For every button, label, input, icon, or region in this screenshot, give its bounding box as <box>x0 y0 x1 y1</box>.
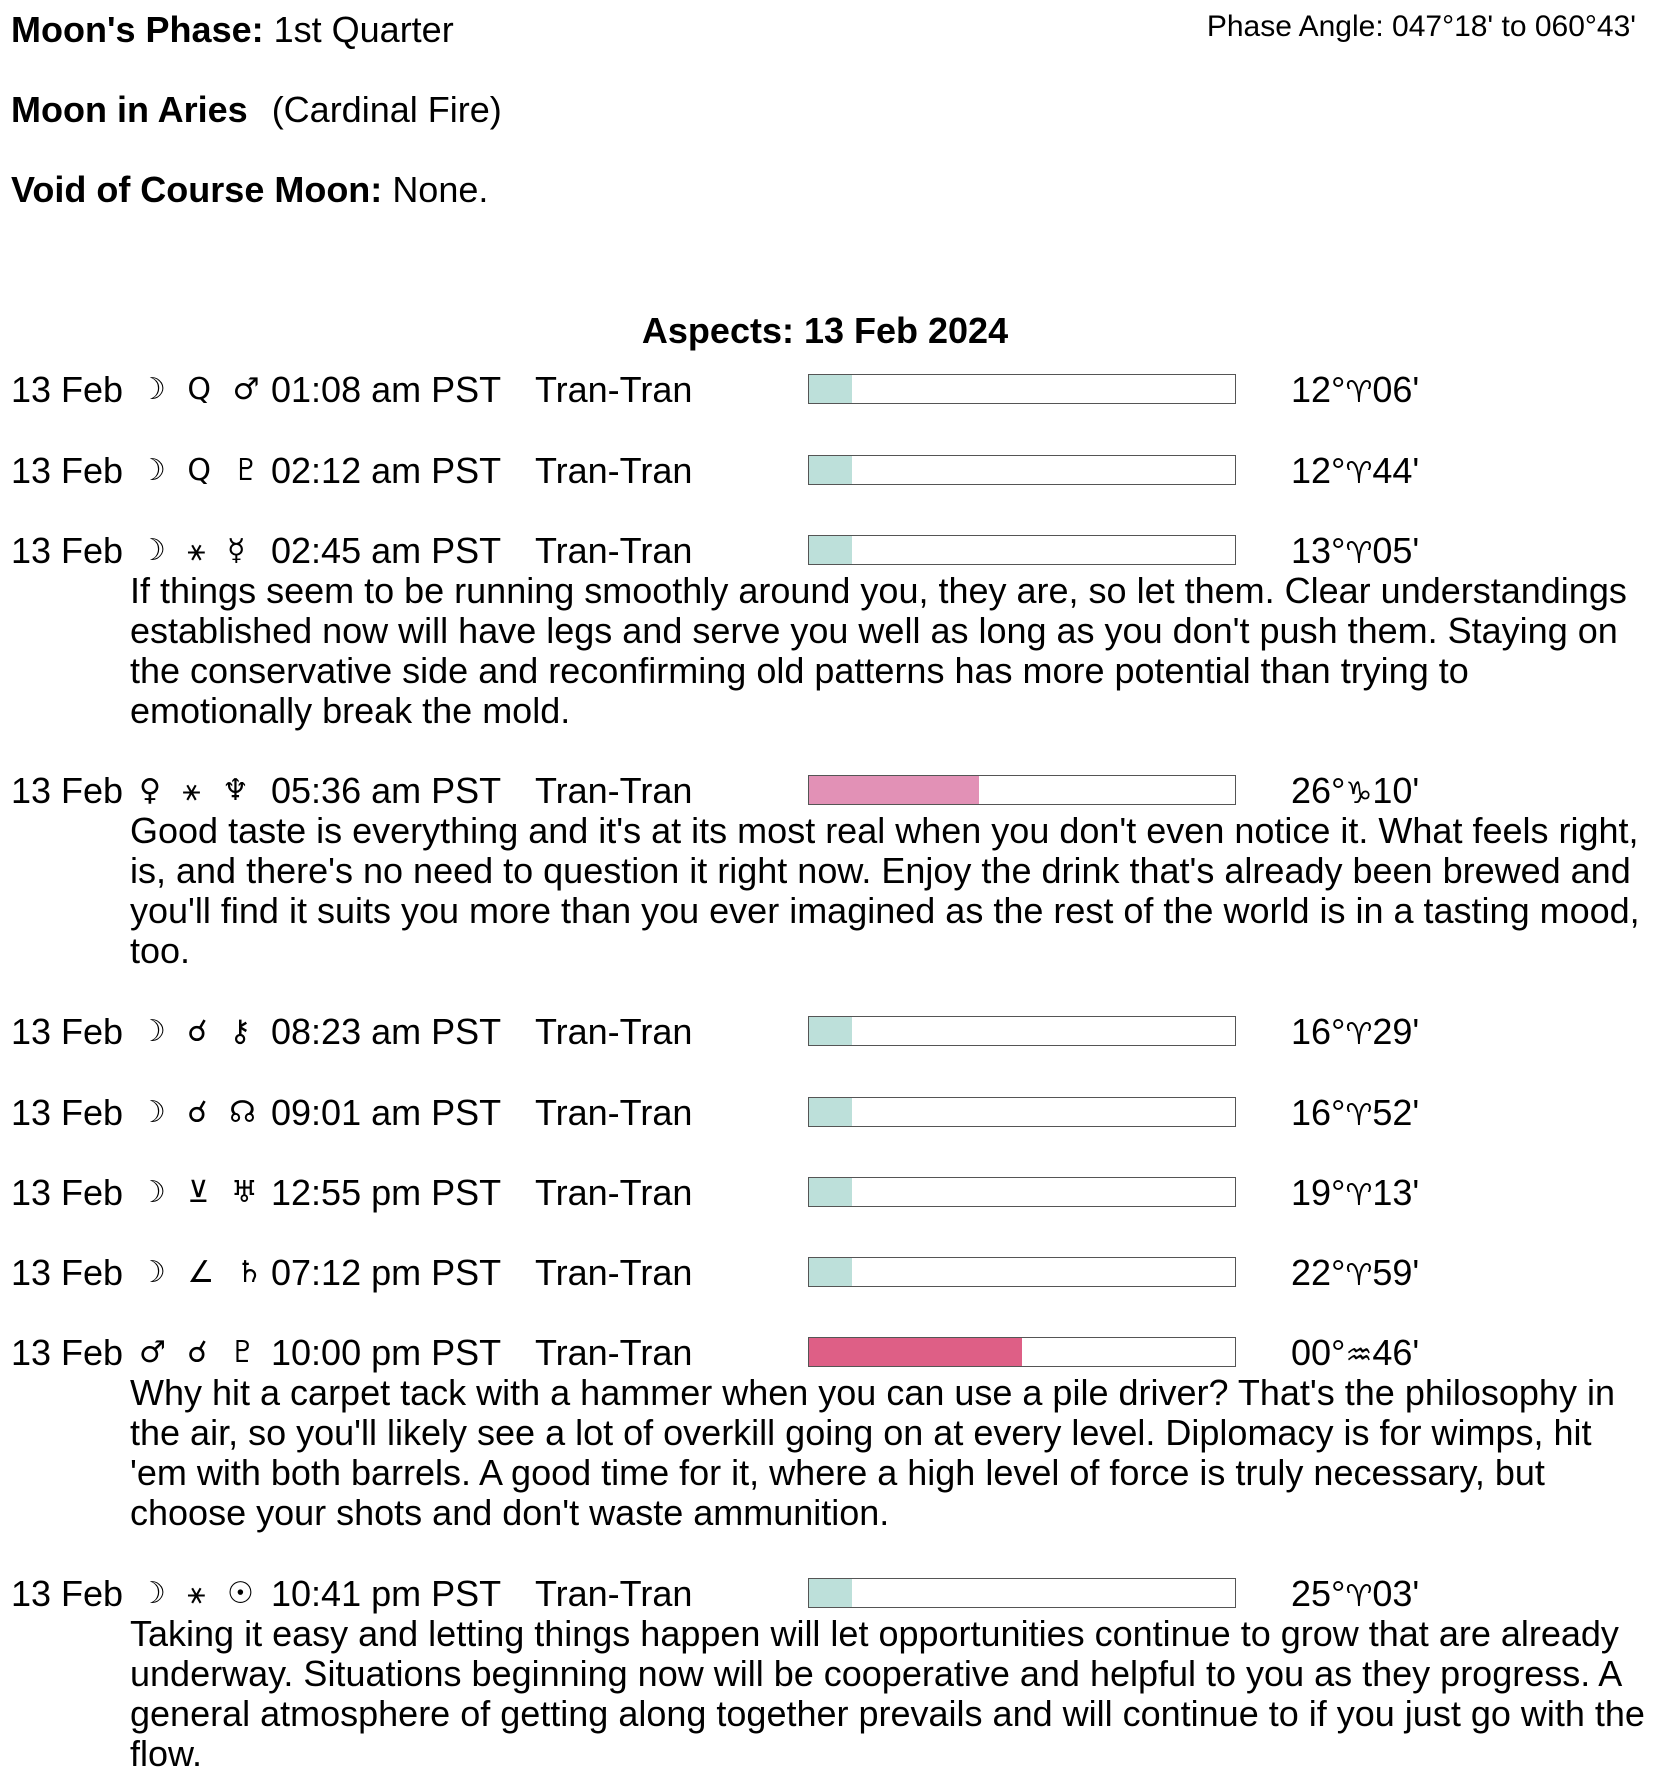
position-degrees: 26° <box>1291 770 1346 811</box>
aspect-kind: Tran-Tran <box>535 369 693 410</box>
moon-sign <box>11 90 502 130</box>
aspect-time: 01:08 am PST <box>271 369 502 410</box>
zodiac-sign-icon: ♒ <box>1345 1338 1373 1373</box>
aspect-kind: Tran-Tran <box>535 1332 693 1373</box>
aspect-row <box>11 1012 1651 1052</box>
position-degrees: 25° <box>1291 1573 1346 1614</box>
aspect-date: 13 Feb <box>11 369 124 410</box>
aspect-glyphs-icon: ♂ ☌ ♇ <box>139 1335 263 1370</box>
moon-phase <box>11 10 454 50</box>
aspect-kind: Tran-Tran <box>535 450 693 491</box>
strength-bar-fill <box>809 1258 852 1286</box>
moon-phase-label: Moon's Phase: <box>11 9 264 50</box>
position-minutes: 13' <box>1372 1172 1420 1213</box>
strength-bar <box>808 374 1236 404</box>
aspect-time: 10:41 pm PST <box>271 1573 502 1614</box>
zodiac-sign-icon: ♈ <box>1345 1579 1373 1614</box>
strength-bar-fill <box>809 1579 852 1607</box>
aspect-time: 10:00 pm PST <box>271 1332 502 1373</box>
strength-bar <box>808 775 1236 805</box>
strength-bar <box>808 1016 1236 1046</box>
phase-angle-value: 047°18' to 060°43' <box>1392 10 1636 43</box>
zodiac-sign-icon: ♑ <box>1345 776 1373 811</box>
position-minutes: 06' <box>1372 369 1420 410</box>
aspect-date: 13 Feb <box>11 1252 124 1293</box>
strength-bar <box>808 1578 1236 1608</box>
aspect-description: Taking it easy and letting things happen will let opportunities continue to grow that are already underway. Situations beginning now will be cooperative and helpful to you as they progress. A general atmosphere of getting along together prevails and will continue to if you just go with the flow. <box>130 1613 1645 1774</box>
position-degrees: 12° <box>1291 450 1346 491</box>
strength-bar-fill <box>809 1338 1022 1366</box>
aspect-position <box>1291 1574 1419 1617</box>
aspect-kind: Tran-Tran <box>535 1011 693 1052</box>
aspect-kind: Tran-Tran <box>535 1172 693 1213</box>
aspect-position <box>1291 771 1419 814</box>
aspect-row <box>11 370 1651 410</box>
aspect-position <box>1291 451 1419 494</box>
void-of-course-label: Void of Course Moon: <box>11 169 383 210</box>
position-degrees: 16° <box>1291 1011 1346 1052</box>
phase-angle-label: Phase Angle: <box>1206 10 1384 43</box>
strength-bar-fill <box>809 1098 852 1126</box>
strength-bar <box>808 535 1236 565</box>
position-degrees: 16° <box>1291 1092 1346 1133</box>
aspect-row <box>11 1173 1651 1213</box>
aspect-date: 13 Feb <box>11 450 124 491</box>
position-degrees: 13° <box>1291 530 1346 571</box>
void-of-course-value: None. <box>392 169 489 210</box>
aspect-kind: Tran-Tran <box>535 770 693 811</box>
strength-bar-fill <box>809 536 852 564</box>
aspect-row <box>11 771 1651 811</box>
aspect-date: 13 Feb <box>11 770 124 811</box>
aspects-heading: Aspects: 13 Feb 2024 <box>641 310 1009 351</box>
aspect-date: 13 Feb <box>11 530 124 571</box>
aspect-glyphs-icon: ☽ ⚹ ☿ <box>139 533 252 568</box>
void-of-course <box>11 170 488 210</box>
moon-sign-label: Moon in Aries <box>11 89 248 130</box>
aspect-kind: Tran-Tran <box>535 1092 693 1133</box>
zodiac-sign-icon: ♈ <box>1345 1098 1373 1133</box>
moon-phase-value: 1st Quarter <box>273 9 454 50</box>
aspect-time: 02:45 am PST <box>271 530 502 571</box>
aspect-row <box>11 1333 1651 1373</box>
aspect-date: 13 Feb <box>11 1172 124 1213</box>
strength-bar <box>808 455 1236 485</box>
aspect-description: Why hit a carpet tack with a hammer when you can use a pile driver? That's the philosophy in the air, so you'll likely see a lot of overkill going on at every level. Diplomacy is for wimps, hit 'em with both barrels. A good time for it, where a high level of force is truly necessary, but choose your shots and don't waste ammunition. <box>130 1372 1615 1533</box>
strength-bar <box>808 1337 1236 1367</box>
position-minutes: 10' <box>1372 770 1420 811</box>
aspect-glyphs-icon: ☽ ∠ ♄ <box>139 1255 269 1290</box>
aspect-glyphs-icon: ♀ ⚹ ♆ <box>139 773 255 808</box>
aspect-date: 13 Feb <box>11 1332 124 1373</box>
aspect-row <box>11 1093 1651 1133</box>
position-minutes: 29' <box>1372 1011 1420 1052</box>
aspect-glyphs-icon: ☽ Q ♇ <box>139 453 266 488</box>
phase-angle <box>1207 10 1636 44</box>
aspect-time: 05:36 am PST <box>271 770 502 811</box>
strength-bar-fill <box>809 1017 852 1045</box>
zodiac-sign-icon: ♈ <box>1345 536 1373 571</box>
aspect-description: Good taste is everything and it's at its most real when you don't even notice it. What feels right, is, and there's no need to question it right now. Enjoy the drink that's already been brewed and you'll find it suits you more than you ever imagined as the rest of the world is in a tasting mood, too. <box>130 810 1640 971</box>
aspect-glyphs-icon: ☽ ☌ ☊ <box>139 1095 262 1130</box>
zodiac-sign-icon: ♈ <box>1345 1258 1373 1293</box>
strength-bar-fill <box>809 375 852 403</box>
position-minutes: 59' <box>1372 1252 1420 1293</box>
position-degrees: 00° <box>1291 1332 1346 1373</box>
strength-bar <box>808 1257 1236 1287</box>
aspect-position <box>1291 1173 1419 1216</box>
aspect-position <box>1291 531 1419 574</box>
position-degrees: 19° <box>1291 1172 1346 1213</box>
strength-bar-fill <box>809 1178 852 1206</box>
position-degrees: 12° <box>1291 369 1346 410</box>
position-minutes: 05' <box>1372 530 1420 571</box>
strength-bar <box>808 1097 1236 1127</box>
aspect-position <box>1291 370 1419 413</box>
aspect-position <box>1291 1012 1419 1055</box>
position-minutes: 46' <box>1372 1332 1420 1373</box>
aspect-glyphs-icon: ☽ ☌ ⚷ <box>139 1014 258 1049</box>
aspect-description: If things seem to be running smoothly around you, they are, so let them. Clear understandings established now will have legs and serve you well as long as you don't push them. Staying on the conservative side and reconfirming old patterns has more potential than trying to emotionally break the mold. <box>130 570 1627 731</box>
aspect-time: 02:12 am PST <box>271 450 502 491</box>
aspect-position <box>1291 1253 1419 1296</box>
position-minutes: 44' <box>1372 450 1420 491</box>
aspect-row <box>11 1253 1651 1293</box>
zodiac-sign-icon: ♈ <box>1345 1178 1373 1213</box>
aspect-position <box>1291 1333 1419 1376</box>
strength-bar-fill <box>809 776 979 804</box>
aspect-row <box>11 1574 1651 1614</box>
zodiac-sign-icon: ♈ <box>1345 456 1373 491</box>
aspect-glyphs-icon: ☽ ⊻ ♅ <box>139 1175 264 1210</box>
zodiac-sign-icon: ♈ <box>1345 375 1373 410</box>
aspect-position <box>1291 1093 1419 1136</box>
strength-bar-fill <box>809 456 852 484</box>
aspect-time: 08:23 am PST <box>271 1011 502 1052</box>
aspect-date: 13 Feb <box>11 1573 124 1614</box>
position-minutes: 52' <box>1372 1092 1420 1133</box>
aspect-time: 09:01 am PST <box>271 1092 502 1133</box>
aspect-time: 12:55 pm PST <box>271 1172 502 1213</box>
aspect-glyphs-icon: ☽ ⚹ ☉ <box>139 1576 260 1611</box>
position-degrees: 22° <box>1291 1252 1346 1293</box>
aspect-kind: Tran-Tran <box>535 1573 693 1614</box>
aspect-date: 13 Feb <box>11 1092 124 1133</box>
aspect-time: 07:12 pm PST <box>271 1252 502 1293</box>
moon-sign-value: (Cardinal Fire) <box>271 89 502 130</box>
aspect-date: 13 Feb <box>11 1011 124 1052</box>
zodiac-sign-icon: ♈ <box>1345 1017 1373 1052</box>
position-minutes: 03' <box>1372 1573 1420 1614</box>
aspect-kind: Tran-Tran <box>535 1252 693 1293</box>
aspect-row <box>11 531 1651 571</box>
strength-bar <box>808 1177 1236 1207</box>
aspect-kind: Tran-Tran <box>535 530 693 571</box>
aspect-glyphs-icon: ☽ Q ♂ <box>139 372 266 407</box>
aspect-row <box>11 451 1651 491</box>
